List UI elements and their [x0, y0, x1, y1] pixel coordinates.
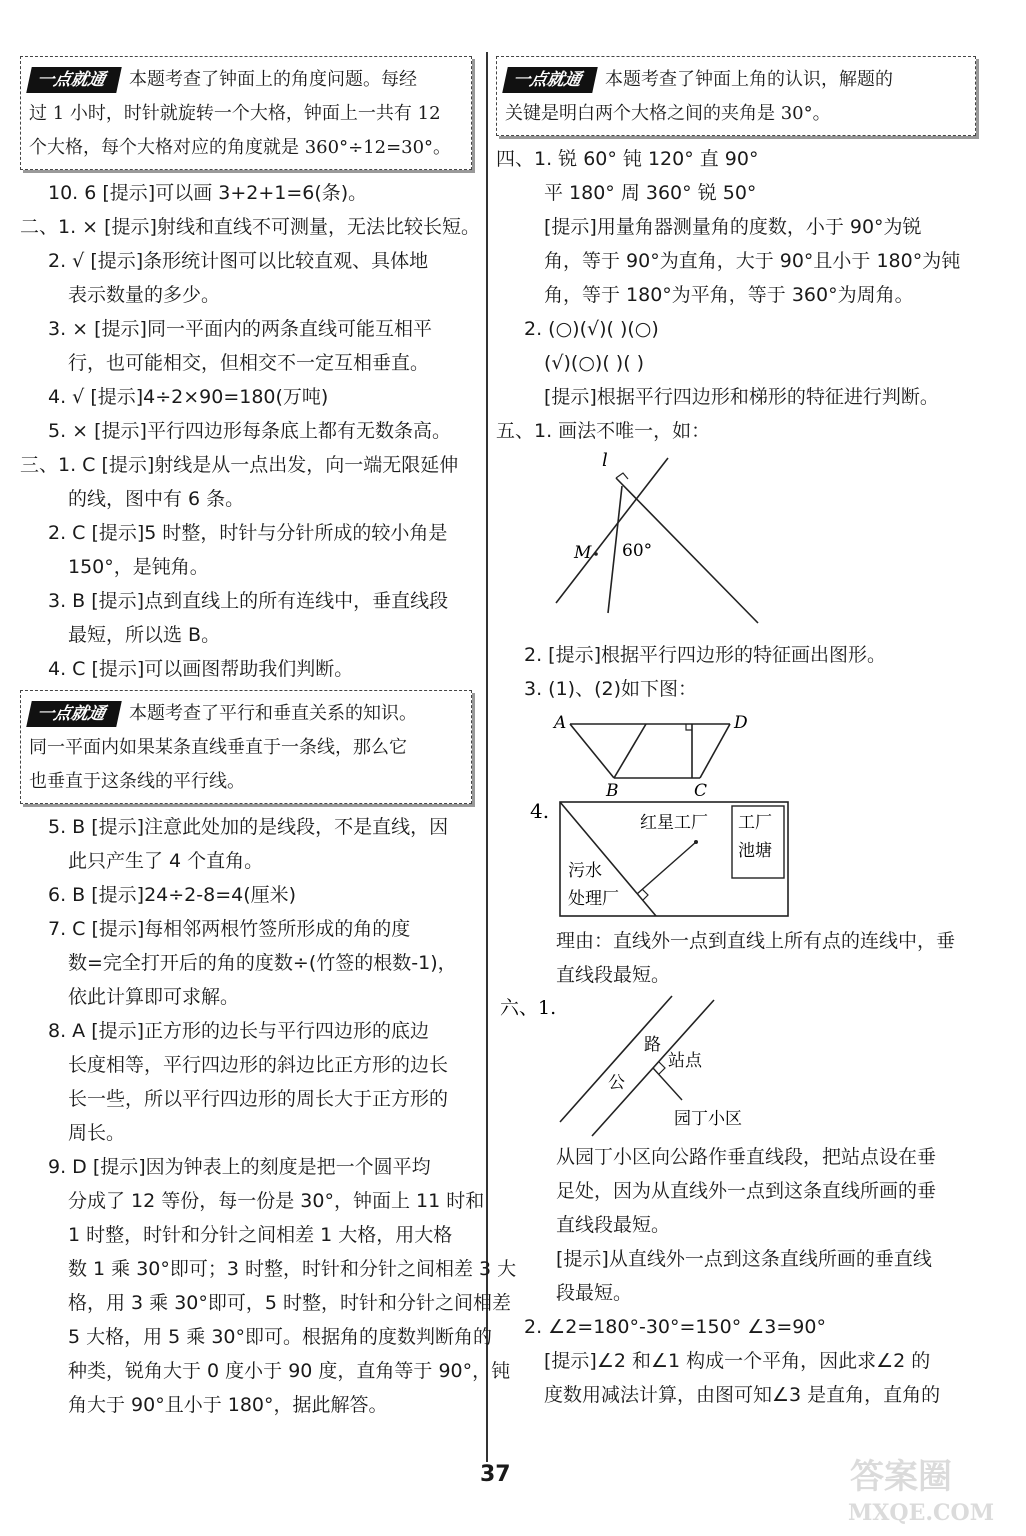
answer-line: 10. 6 [提示]可以画 3+2+1=6(条)。 — [48, 182, 368, 204]
answer-line: 2. [提示]根据平行四边形的特征画出图形。 — [524, 644, 886, 666]
answer-line: 表示数量的多少。 — [68, 284, 221, 306]
answer-line: 6. B [提示]24÷2-8=4(厘米) — [48, 884, 297, 906]
answer-line: 最短，所以选 B。 — [68, 624, 221, 646]
answer-line: 分成了 12 等份，每一份是 30°，钟面上 11 时和 — [68, 1190, 485, 1212]
angle-diagram — [496, 448, 976, 638]
point-m — [594, 552, 598, 556]
factory-map-diagram — [496, 798, 976, 924]
answer-line: 2. C [提示]5 时整，时针与分针所成的较小角是 — [48, 522, 448, 544]
line-60deg — [608, 486, 622, 613]
answer-line: [提示]∠2 和∠1 构成一个平角，因此求∠2 的 — [544, 1350, 931, 1372]
label-angle: 60° — [622, 541, 653, 561]
answer-line: 数=完全打开后的角的度数÷(竹签的根数-1)， — [68, 952, 457, 974]
page-number: 37 — [480, 1462, 511, 1487]
label-sewage-1: 污水 — [568, 861, 602, 881]
answer-line: [提示]从直线外一点到这条直线所画的垂直线 — [556, 1248, 932, 1270]
answer-line: 9. D [提示]因为钟表上的刻度是把一个圆平均 — [48, 1156, 431, 1178]
answer-line: 直线段最短。 — [556, 1214, 671, 1236]
answer-line: 格，用 3 乘 30°即可，5 时整，时针和分针之间相差 — [68, 1292, 512, 1314]
answer-line: 三、1. C [提示]射线是从一点出发，向一端无限延伸 — [20, 454, 459, 476]
answer-line: 角大于 90°且小于 180°，据此解答。 — [68, 1394, 388, 1416]
answer-line: [提示]根据平行四边形和梯形的特征进行判断。 — [544, 386, 939, 408]
answer-line: 足处，因为从直线外一点到这条直线所画的垂 — [556, 1180, 937, 1202]
answer-line: 数 1 乘 30°即可；3 时整，时针和分针之间相差 3 大 — [68, 1258, 517, 1280]
answer-line: 3. (1)、(2)如下图： — [524, 678, 697, 700]
answer-line: 8. A [提示]正方形的边长与平行四边形的底边 — [48, 1020, 430, 1042]
question-number: 六、1. — [500, 997, 557, 1019]
figure-angle — [496, 448, 976, 638]
answer-line: [提示]用量角器测量角的度数，小于 90°为锐 — [544, 216, 922, 238]
answer-line: 四、1. 锐 60° 钝 120° 直 90° — [496, 148, 759, 170]
right-angle-mark — [616, 473, 628, 479]
answer-line: 150°，是钝角。 — [68, 556, 209, 578]
road-diagram — [496, 992, 976, 1140]
answer-line: 种类，锐角大于 0 度小于 90 度，直角等于 90°，钝 — [68, 1360, 511, 1382]
watermark-text: MXQE.COM — [848, 1500, 995, 1526]
answer-line: 3. B [提示]点到直线上的所有连线中，垂直线段 — [48, 590, 449, 612]
label-l: l — [602, 450, 608, 471]
answer-line: 理由：直线外一点到直线上所有点的连线中，垂 — [556, 930, 956, 952]
answer-line: 长度相等，平行四边形的斜边比正方形的边长 — [68, 1054, 449, 1076]
tip-box-3: 一点就通 本题考查了钟面上角的认识，解题的 关键是明白两个大格之间的夹角是 30°。 — [496, 56, 976, 136]
question-number: 4. — [530, 799, 550, 823]
answer-line: 2. (○)(√)( )(○) — [524, 318, 659, 340]
answer-line: 的线，图中有 6 条。 — [68, 488, 245, 510]
tip-box-1: 一点就通 本题考查了钟面上的角度问题。每经 过 1 小时，时针就旋转一个大格，钟面上一共有 12 个大格，每个大格对应的角度就是 360°÷12=30°。 — [20, 56, 472, 170]
answer-line: 行，也可能相交，但相交不一定互相垂直。 — [68, 352, 430, 374]
answer-line: 长一些，所以平行四边形的周长大于正方形的 — [68, 1088, 449, 1110]
answer-line: 7. C [提示]每相邻两根竹签所形成的角的度 — [48, 918, 411, 940]
figure-trapezoid — [496, 706, 976, 798]
tip-badge: 一点就通 — [502, 67, 598, 93]
answer-line: 5. B [提示]注意此处加的是线段，不是直线，因 — [48, 816, 449, 838]
answer-line: 周长。 — [68, 1122, 126, 1144]
label-a: A — [554, 713, 567, 733]
answer-line: 2. ∠2=180°-30°=150° ∠3=90° — [524, 1316, 826, 1338]
right-column — [496, 52, 976, 1412]
label-sewage-2: 处理厂 — [568, 889, 619, 909]
tip-badge: 一点就通 — [26, 67, 122, 93]
tip-box-2: 一点就通 本题考查了平行和垂直关系的知识。 同一平面内如果某条直线垂直于一条线，那么它 也垂直于这条线的平行线。 — [20, 690, 472, 804]
label-station: 站点 — [668, 1051, 702, 1071]
label-road-2: 公 — [608, 1073, 625, 1093]
answer-line: 4. √ [提示]4÷2×90=180(万吨) — [48, 386, 329, 408]
svg-text:答案圈: 答案圈 — [850, 1457, 952, 1497]
answer-line: 2. √ [提示]条形统计图可以比较直观、具体地 — [48, 250, 429, 272]
figure-factory-map — [496, 798, 976, 924]
answer-line: 3. × [提示]同一平面内的两条直线可能互相平 — [48, 318, 432, 340]
answer-line: 4. C [提示]可以画图帮助我们判断。 — [48, 658, 354, 680]
label-m: M — [574, 543, 592, 563]
answer-line: 段最短。 — [556, 1282, 633, 1304]
answer-line: 五、1. 画法不唯一，如： — [496, 420, 711, 442]
left-column — [20, 52, 517, 1422]
answer-line: 5 大格，用 5 乘 30°即可。根据角的度数判断角的 — [68, 1326, 493, 1348]
answer-line: 依此计算即可求解。 — [68, 986, 240, 1008]
label-d: D — [734, 713, 748, 733]
trapezoid-diagram — [496, 706, 976, 798]
column-divider — [486, 52, 488, 1462]
answer-line: 5. × [提示]平行四边形每条底上都有无数条高。 — [48, 420, 451, 442]
answer-line: 此只产生了 4 个直角。 — [68, 850, 264, 872]
label-c: C — [694, 781, 708, 798]
answer-line: 直线段最短。 — [556, 964, 671, 986]
figure-road — [496, 992, 976, 1140]
label-road-1: 路 — [644, 1035, 661, 1055]
tip-badge: 一点就通 — [26, 701, 122, 727]
answer-line: 从园丁小区向公路作垂直线段，把站点设在垂 — [556, 1146, 937, 1168]
answer-line: 平 180° 周 360° 锐 50° — [544, 182, 757, 204]
label-b: B — [606, 781, 619, 798]
answer-line: 角，等于 180°为平角，等于 360°为周角。 — [544, 284, 914, 306]
answer-line: (√)(○)( )( ) — [544, 352, 645, 374]
label-factory: 红星工厂 — [640, 813, 708, 833]
answer-line: 1 时整，时针和分针之间相差 1 大格，用大格 — [68, 1224, 453, 1246]
watermark — [840, 1440, 1020, 1530]
label-community: 园丁小区 — [674, 1109, 742, 1129]
answer-line: 二、1. × [提示]射线和直线不可测量，无法比较长短。 — [20, 216, 480, 238]
label-pond-2: 池塘 — [738, 841, 772, 861]
answer-line: 角，等于 90°为直角，大于 90°且小于 180°为钝 — [544, 250, 961, 272]
answer-line: 度数用减法计算，由图可知∠3 是直角，直角的 — [544, 1384, 941, 1406]
label-pond-1: 工厂 — [738, 813, 772, 833]
